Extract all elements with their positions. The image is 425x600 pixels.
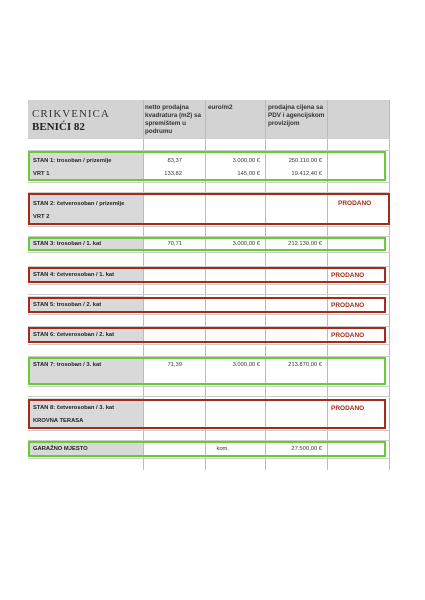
grid-line: [28, 458, 390, 459]
area-column-header: netto prodajna kvadratura (m2) sa spremištem u podrumu: [145, 104, 201, 135]
grid-line: [28, 284, 390, 285]
grid-line: [28, 386, 390, 387]
sold-badge: PRODANO: [331, 302, 365, 309]
unit-label: STAN 6: četverosoban / 2. kat: [33, 332, 115, 338]
unit-row-stan-2: [28, 193, 390, 225]
unit-label: STAN 8: četverosoban / 3. kat: [33, 405, 115, 411]
unit-row-stan-8: [28, 399, 386, 429]
garden-label: VRT 1: [33, 171, 50, 177]
unit-total-price: 27.500,00 €: [291, 446, 322, 452]
grid-line: [28, 138, 390, 139]
grid-line: [28, 344, 390, 345]
unit-price-per-m2: 3.000,00 €: [232, 158, 260, 164]
unit-row-garage: [28, 441, 386, 457]
unit-label: STAN 2: četverosoban / prizemlje: [33, 201, 125, 207]
grid-line: [28, 226, 390, 227]
unit-row-stan-1: [28, 151, 386, 181]
garage-unit: kom.: [216, 446, 229, 452]
unit-label: STAN 1: trosoban / prizemlje: [33, 158, 112, 164]
sold-badge: PRODANO: [331, 332, 365, 339]
unit-label: STAN 5: trosoban / 2. kat: [33, 302, 102, 308]
unit-label: STAN 4: četverosoban / 1. kat: [33, 272, 115, 278]
price-per-m2-column-header: euro/m2: [208, 104, 233, 111]
location-title: CRIKVENICA: [32, 108, 110, 120]
unit-row-stan-5: [28, 297, 386, 313]
grid-line: [28, 314, 390, 315]
unit-row-stan-7: [28, 357, 386, 385]
garden-label: VRT 2: [33, 214, 50, 220]
sold-badge: PRODANO: [331, 272, 365, 279]
roof-terrace-label: KROVNA TERASA: [33, 418, 84, 424]
unit-label: STAN 7: trosoban / 3. kat: [33, 362, 102, 368]
unit-row-stan-6: [28, 327, 386, 343]
total-price-column-header: prodajna cijena sa PDV i agencijskom provizijom: [268, 104, 325, 127]
garden-price-per-m2: 145,00 €: [237, 171, 260, 177]
grid-line: [28, 182, 390, 183]
unit-total-price: 212.130,00 €: [288, 241, 322, 247]
sold-badge: PRODANO: [331, 405, 365, 412]
unit-row-stan-4: [28, 267, 386, 283]
project-title: BENIĆI 82: [32, 121, 85, 133]
unit-label: GARAŽNO MJESTO: [33, 446, 88, 452]
garden-total-price: 19.412,40 €: [291, 171, 322, 177]
unit-area: 71,39: [167, 362, 182, 368]
grid-line: [28, 252, 390, 253]
price-list-sheet: [28, 100, 390, 470]
price-list-header: [28, 100, 390, 138]
sold-badge: PRODANO: [338, 200, 372, 207]
grid-line: [389, 100, 390, 470]
grid-line: [28, 430, 390, 431]
garden-area: 133,82: [164, 171, 182, 177]
grid-line: [28, 396, 390, 397]
unit-total-price: 213.870,00 €: [288, 362, 322, 368]
grid-line: [28, 294, 390, 295]
unit-area: 83,37: [167, 158, 182, 164]
unit-price-per-m2: 3.000,00 €: [232, 362, 260, 368]
unit-price-per-m2: 3.000,00 €: [232, 241, 260, 247]
unit-area: 70,71: [167, 241, 182, 247]
unit-row-stan-3: [28, 237, 386, 251]
unit-total-price: 250.110,00 €: [288, 158, 322, 164]
unit-label: STAN 3: trosoban / 1. kat: [33, 241, 102, 247]
